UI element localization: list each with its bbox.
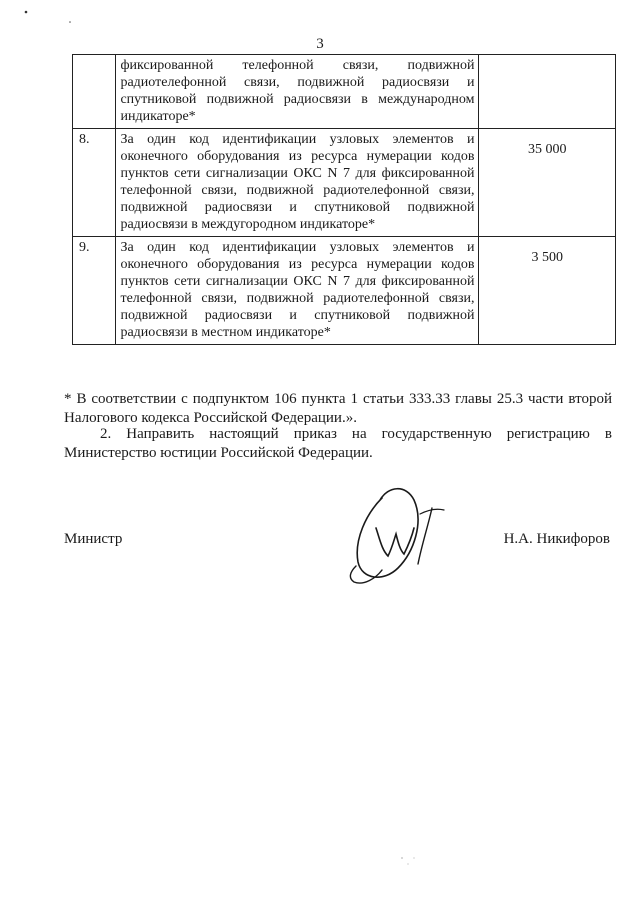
fees-table: [72, 54, 616, 345]
amount-value: [483, 57, 611, 67]
row-description: За один код идентификации узловых элементов и оконечного оборудования из ресурса нумерации кодов пунктов сети сигнализации ОКС N 7 для фиксированной телефонной связи, подвижной радиотелефонной связи, подвижной радиосвязи и спутниковой подвижной радиосвязи в местном индикаторе*: [116, 237, 479, 345]
table-row: [73, 55, 616, 129]
table-row: [73, 237, 616, 345]
row-amount: [479, 129, 616, 237]
footnote: * В соответствии с подпунктом 106 пункта 1 статьи 333.33 главы 25.3 части второй Налогового кодекса Российской Федерации.».: [64, 391, 612, 426]
row-amount: [479, 55, 616, 129]
row-description: фиксированной телефонной связи, подвижной радиотелефонной связи, подвижной радиосвязи и спутниковой подвижной радиосвязи в международном индикаторе*: [116, 55, 479, 129]
signer-title: Министр: [64, 531, 123, 547]
row-amount: [479, 237, 616, 345]
amount-value: 35 000: [527, 142, 567, 157]
paragraph-registration: 2. Направить настоящий приказ на государственную регистрацию в Министерство юстиции Российской Федерации.: [64, 426, 612, 461]
row-description: За один код идентификации узловых элементов и оконечного оборудования из ресурса нумерации кодов пунктов сети сигнализации ОКС N 7 для фиксированной телефонной связи, подвижной радиотелефонной связи, подвижной радиосвязи и спутниковой подвижной радиосвязи в междугородном индикаторе*: [116, 129, 479, 237]
row-number: 8.: [73, 129, 116, 237]
amount-value: 3 500: [531, 250, 563, 265]
signer-name: Н.А. Никифоров: [503, 531, 610, 547]
row-number: [73, 55, 116, 129]
handwritten-signature: [336, 470, 456, 590]
row-number: 9.: [73, 237, 116, 345]
page-number: 3: [316, 36, 324, 52]
table-row: [73, 129, 616, 237]
